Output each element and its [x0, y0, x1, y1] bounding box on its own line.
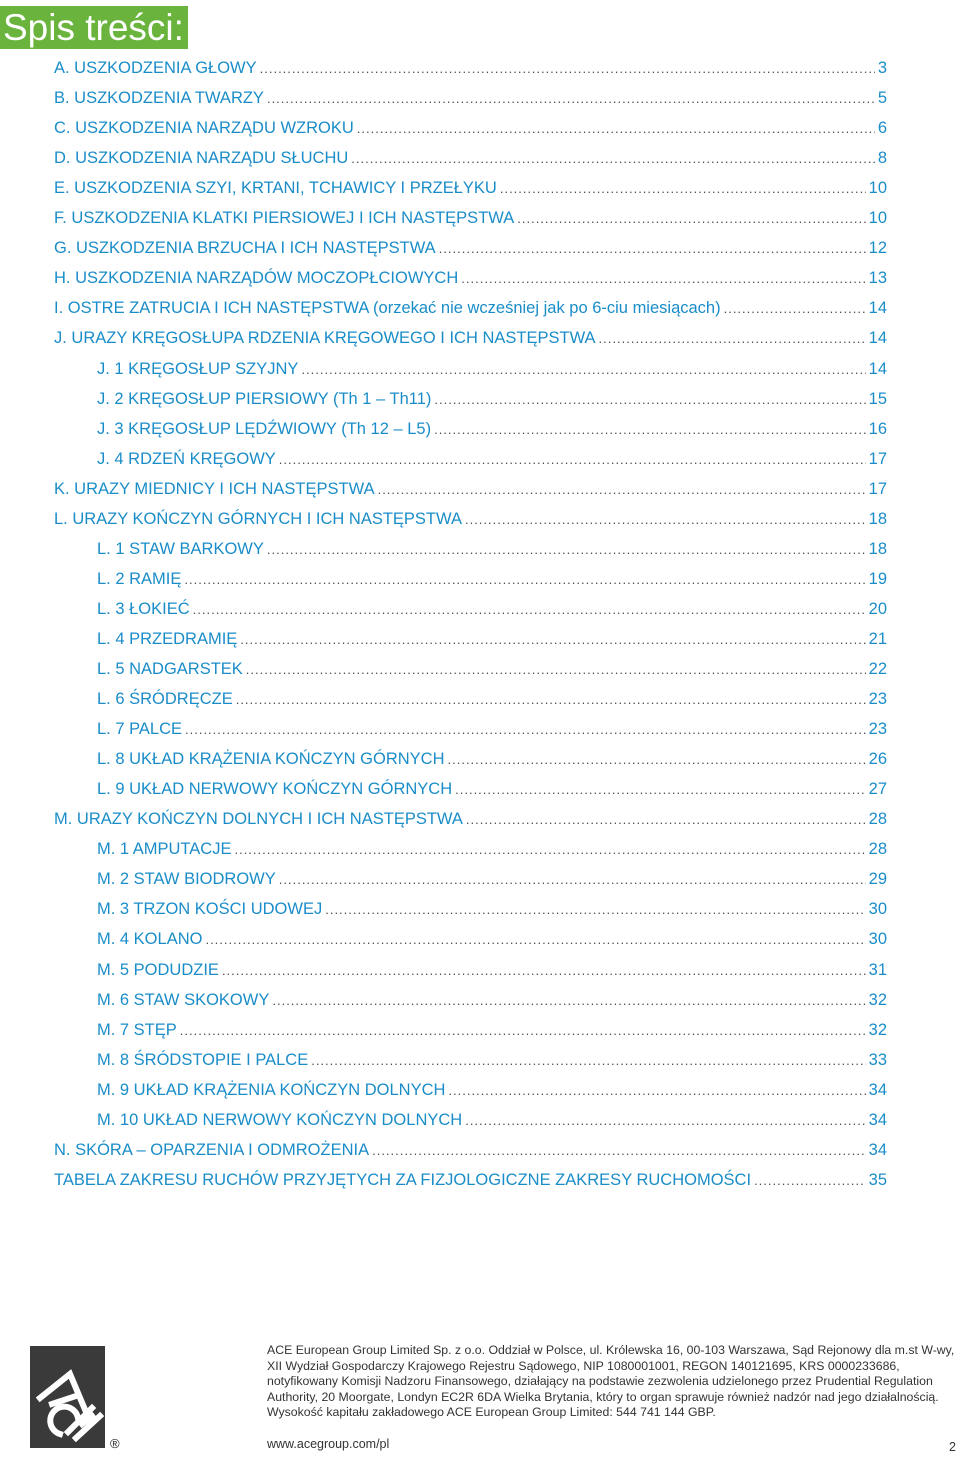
ace-logo-icon: [30, 1346, 105, 1448]
toc-entry-page: 21: [868, 629, 887, 648]
toc-entry-page: 23: [868, 720, 887, 739]
toc-entry[interactable]: [97, 924, 887, 954]
toc-leader-dots: [724, 294, 866, 324]
toc-entry-label: L. 2 RAMIĘ: [97, 569, 182, 588]
toc-entry-label: C. USZKODZENIA NARZĄDU WZROKU: [54, 119, 354, 138]
toc-entry[interactable]: [97, 624, 887, 654]
toc-entry-label: M. 10 UKŁAD NERWOWY KOŃCZYN DOLNYCH: [97, 1110, 463, 1129]
toc-leader-dots: [193, 595, 866, 625]
toc-entry-label: M. 4 KOLANO: [97, 930, 203, 949]
toc-entry-page: 31: [868, 960, 887, 979]
toc-leader-dots: [185, 715, 866, 745]
legal-line: Wysokość kapitału zakładowego ACE European Group Limited: 544 741 144 GBP.: [267, 1405, 716, 1419]
toc-entry[interactable]: [97, 1015, 887, 1045]
toc-leader-dots: [279, 865, 866, 895]
toc-entry-page: 14: [868, 359, 887, 378]
toc-leader-dots: [234, 835, 865, 865]
toc-leader-dots: [272, 986, 865, 1016]
toc-entry-page: 27: [868, 780, 887, 799]
toc-entry-page: 17: [868, 449, 887, 468]
toc-leader-dots: [205, 925, 865, 955]
toc-leader-dots: [325, 895, 865, 925]
toc-entry[interactable]: [54, 143, 887, 173]
toc-entry-label: H. USZKODZENIA NARZĄDÓW MOCZOPŁCIOWYCH: [54, 269, 459, 288]
toc-leader-dots: [301, 355, 865, 385]
toc-entry-label: L. 3 ŁOKIEĆ: [97, 599, 190, 618]
legal-line: Authority, 20 Moorgate, Londyn EC2R 6DA Wielka Brytania, który to organ sprawuje również nadzór nad jego działalnością.: [267, 1389, 939, 1404]
toc-entry-page: 17: [868, 479, 887, 498]
toc-entry-page: 16: [868, 419, 887, 438]
toc-entry-label: J. URAZY KRĘGOSŁUPA RDZENIA KRĘGOWEGO I ICH NASTĘPSTWA: [54, 329, 596, 348]
toc-leader-dots: [267, 535, 866, 565]
toc-entry-label: M. 3 TRZON KOŚCI UDOWEJ: [97, 900, 323, 919]
legal-line: notyfikowany Komisji Nadzoru Finansowego, działający na podstawie zezwolenia udzielonego przez Prudential Regulation: [267, 1374, 933, 1388]
toc-entry-page: 19: [868, 569, 887, 588]
toc-entry[interactable]: [97, 684, 887, 714]
toc-entry[interactable]: [54, 203, 887, 233]
toc-entry-page: 3: [877, 59, 887, 77]
toc-entry[interactable]: [97, 594, 887, 624]
toc-entry[interactable]: [54, 1165, 887, 1195]
registered-mark: ®: [110, 1436, 120, 1451]
toc-entry[interactable]: [97, 774, 887, 804]
toc-leader-dots: [461, 264, 865, 294]
toc-entry[interactable]: [97, 1105, 887, 1135]
toc-entry[interactable]: [54, 504, 887, 534]
toc-entry-label: M. URAZY KOŃCZYN DOLNYCH I ICH NASTĘPSTWA: [54, 810, 463, 829]
toc-entry-label: I. OSTRE ZATRUCIA I ICH NASTĘPSTWA (orzekać nie wcześniej jak po 6-ciu miesiącach): [54, 299, 721, 318]
toc-leader-dots: [455, 775, 866, 805]
toc-leader-dots: [448, 745, 866, 775]
toc-entry[interactable]: [54, 1135, 887, 1165]
toc-entry-label: L. URAZY KOŃCZYN GÓRNYCH I ICH NASTĘPSTWA: [54, 509, 462, 528]
toc-entry-label: M. 2 STAW BIODROWY: [97, 870, 276, 889]
toc-entry-page: 28: [868, 810, 887, 829]
toc-entry-label: D. USZKODZENIA NARZĄDU SŁUCHU: [54, 149, 349, 168]
toc-entry[interactable]: [54, 233, 887, 263]
toc-entry[interactable]: [97, 564, 887, 594]
toc-entry[interactable]: [97, 894, 887, 924]
toc-entry-page: 22: [868, 660, 887, 678]
toc-leader-dots: [500, 174, 866, 204]
toc-entry[interactable]: [97, 1075, 887, 1105]
toc-entry-label: L. 8 UKŁAD KRĄŻENIA KOŃCZYN GÓRNYCH: [97, 750, 445, 769]
toc-entry-page: 34: [868, 1110, 887, 1129]
toc-entry-label: M. 6 STAW SKOKOWY: [97, 990, 270, 1009]
toc-leader-dots: [372, 1136, 866, 1166]
toc-entry-label: M. 9 UKŁAD KRĄŻENIA KOŃCZYN DOLNYCH: [97, 1080, 446, 1099]
toc-entry-page: 12: [868, 239, 887, 258]
toc-leader-dots: [184, 565, 865, 595]
toc-entry[interactable]: [54, 113, 887, 143]
toc-entry-page: 30: [868, 900, 887, 919]
website-link[interactable]: www.acegroup.com/pl: [267, 1437, 390, 1451]
toc-entry[interactable]: [97, 985, 887, 1015]
toc-leader-dots: [466, 805, 866, 835]
toc-entry-page: 33: [868, 1050, 887, 1069]
toc-entry-label: L. 6 ŚRÓDRĘCZE: [97, 690, 233, 709]
toc-entry-label: TABELA ZAKRESU RUCHÓW PRZYJĘTYCH ZA FIZJOLOGICZNE ZAKRESY RUCHOMOŚCI: [54, 1170, 752, 1189]
toc-entry-label: L. 5 NADGARSTEK: [97, 660, 243, 678]
company-legal-info: [267, 1343, 957, 1421]
toc-entry-label: E. USZKODZENIA SZYI, KRTANI, TCHAWICY I PRZEŁYKU: [54, 179, 497, 198]
toc-entry-page: 18: [868, 509, 887, 528]
toc-entry[interactable]: [97, 354, 887, 384]
toc-entry-page: 8: [877, 149, 887, 168]
toc-entry[interactable]: [54, 804, 887, 834]
toc-entry[interactable]: [97, 864, 887, 894]
toc-entry[interactable]: [54, 83, 887, 113]
toc-entry[interactable]: [97, 384, 887, 414]
toc-entry-label: M. 1 AMPUTACJE: [97, 840, 232, 859]
page-number: 2: [949, 1440, 956, 1454]
toc-entry[interactable]: [97, 834, 887, 864]
toc-entry-label: J. 3 KRĘGOSŁUP LĘDŹWIOWY (Th 12 – L5): [97, 419, 432, 438]
toc-entry-label: J. 1 KRĘGOSŁUP SZYJNY: [97, 359, 299, 378]
toc-entry-page: 10: [868, 179, 887, 198]
toc-leader-dots: [222, 956, 866, 986]
toc-entry-page: 34: [868, 1140, 887, 1159]
toc-leader-dots: [434, 415, 866, 445]
toc-entry-label: B. USZKODZENIA TWARZY: [54, 89, 264, 108]
toc-entry-label: M. 8 ŚRÓDSTOPIE I PALCE: [97, 1050, 309, 1069]
toc-entry[interactable]: [97, 1045, 887, 1075]
toc-entry-page: 30: [868, 930, 887, 949]
toc-entry-page: 14: [868, 329, 887, 348]
toc-entry-label: N. SKÓRA – OPARZENIA I ODMROŻENIA: [54, 1140, 370, 1159]
toc-entry-page: 15: [868, 389, 887, 408]
legal-line: XII Wydział Gospodarczy Krajowego Rejestru Sądowego, NIP 1080001001, REGON 140121695, KRS 0000233686,: [267, 1358, 900, 1373]
toc-leader-dots: [754, 1166, 866, 1196]
toc-leader-dots: [279, 445, 866, 475]
toc-leader-dots: [246, 655, 866, 685]
toc-leader-dots: [260, 54, 875, 84]
toc-entry[interactable]: [54, 293, 887, 323]
toc-entry-page: 18: [868, 539, 887, 558]
toc-entry[interactable]: [54, 53, 887, 83]
toc-leader-dots: [240, 625, 865, 655]
page-title: Spis treści:: [0, 6, 188, 49]
toc-entry-label: L. 4 PRZEDRAMIĘ: [97, 629, 238, 648]
toc-entry-label: J. 4 RDZEŃ KRĘGOWY: [97, 449, 276, 468]
toc-entry-page: 5: [877, 89, 887, 108]
toc-entry[interactable]: [97, 654, 887, 684]
toc-entry-page: 29: [868, 870, 887, 889]
toc-entry[interactable]: [54, 263, 887, 293]
toc-entry[interactable]: [54, 173, 887, 203]
toc-leader-dots: [236, 685, 866, 715]
toc-entry[interactable]: [97, 414, 887, 444]
toc-entry-label: L. 7 PALCE: [97, 720, 182, 739]
toc-entry-label: F. USZKODZENIA KLATKI PIERSIOWEJ I ICH NASTĘPSTWA: [54, 209, 515, 228]
toc-entry[interactable]: [97, 534, 887, 564]
toc-entry-label: M. 7 STĘP: [97, 1020, 177, 1039]
toc-entry-label: A. USZKODZENIA GŁOWY: [54, 59, 257, 77]
legal-line: ACE European Group Limited Sp. z o.o. Oddział w Polsce, ul. Królewska 16, 00-103 Warszawa, Sąd Rejonowy dla m.st W-wy,: [267, 1343, 955, 1357]
toc-leader-dots: [439, 234, 866, 264]
toc-entry-page: 28: [868, 840, 887, 859]
toc-leader-dots: [517, 204, 865, 234]
toc-entry-page: 34: [868, 1080, 887, 1099]
toc-entry-page: 10: [868, 209, 887, 228]
toc-entry-label: G. USZKODZENIA BRZUCHA I ICH NASTĘPSTWA: [54, 239, 436, 258]
toc-entry-page: 32: [868, 1020, 887, 1039]
toc-leader-dots: [465, 505, 866, 535]
toc-entry-page: 14: [868, 299, 887, 318]
toc-entry-label: L. 1 STAW BARKOWY: [97, 539, 264, 558]
toc-leader-dots: [351, 144, 875, 174]
toc-entry[interactable]: [97, 955, 887, 985]
toc-leader-dots: [357, 114, 875, 144]
toc-entry[interactable]: [97, 444, 887, 474]
toc-entry-label: J. 2 KRĘGOSŁUP PIERSIOWY (Th 1 – Th11): [97, 389, 432, 408]
toc-entry-page: 13: [868, 269, 887, 288]
toc-entry[interactable]: [54, 323, 887, 353]
toc-entry-page: 26: [868, 750, 887, 769]
toc-entry-page: 32: [868, 990, 887, 1009]
toc-entry[interactable]: [97, 714, 887, 744]
toc-entry-label: K. URAZY MIEDNICY I ICH NASTĘPSTWA: [54, 479, 375, 498]
toc-leader-dots: [378, 475, 866, 505]
toc-leader-dots: [180, 1016, 866, 1046]
toc-entry[interactable]: [97, 744, 887, 774]
toc-entry-page: 23: [868, 690, 887, 709]
toc-entry-page: 35: [868, 1170, 887, 1189]
toc-entry-page: 6: [877, 119, 887, 138]
toc-leader-dots: [599, 324, 866, 354]
toc-leader-dots: [448, 1076, 865, 1106]
toc-entry-label: L. 9 UKŁAD NERWOWY KOŃCZYN GÓRNYCH: [97, 780, 453, 799]
toc-leader-dots: [267, 84, 875, 114]
toc-entry-label: M. 5 PODUDZIE: [97, 960, 219, 979]
toc-entry[interactable]: [54, 474, 887, 504]
toc-leader-dots: [465, 1106, 865, 1136]
toc-entry-page: 20: [868, 599, 887, 618]
toc-leader-dots: [311, 1046, 865, 1076]
toc-leader-dots: [434, 385, 865, 415]
